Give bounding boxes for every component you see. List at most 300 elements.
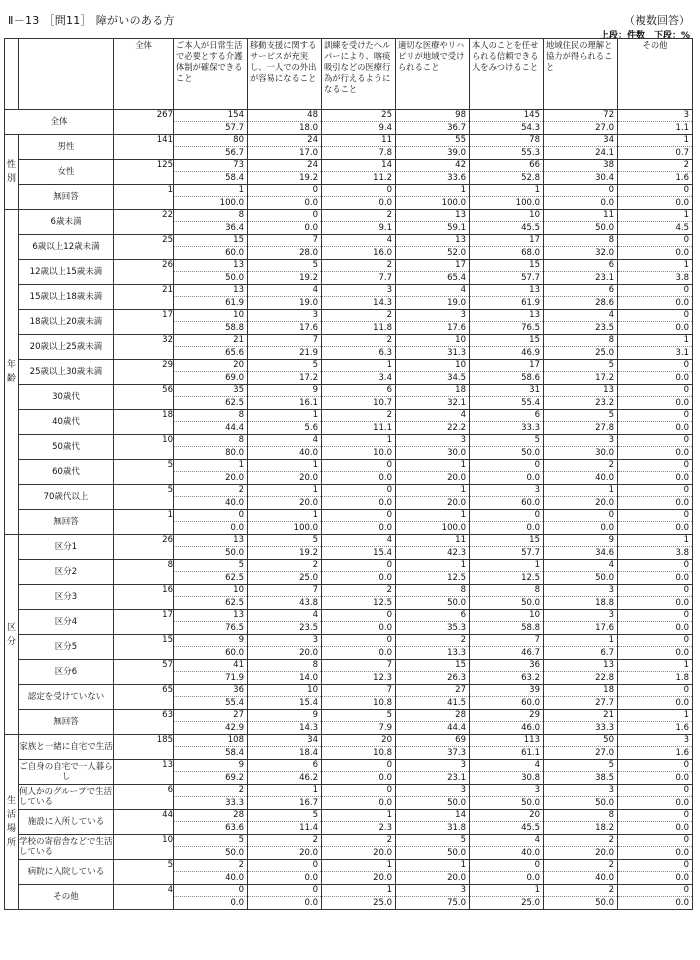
data-cell [470, 660, 544, 685]
percent-value: 37.3 [447, 748, 466, 758]
column-header: 地域住民の理解と協力が得られること [544, 39, 618, 110]
percent-value: 58.8 [521, 623, 540, 633]
total-count: 185 [114, 735, 174, 760]
table-row [5, 760, 693, 785]
count-value: 3 [544, 785, 617, 797]
data-cell [544, 535, 618, 560]
percent-value: 19.2 [299, 548, 318, 558]
percent-value: 0.0 [600, 523, 614, 533]
data-cell [544, 710, 618, 735]
data-cell [470, 135, 544, 160]
percent-value: 6.3 [378, 348, 392, 358]
table-row [5, 735, 693, 760]
count-value: 7 [470, 635, 543, 647]
data-cell [544, 310, 618, 335]
table-row [5, 335, 693, 360]
percent-value: 1.6 [675, 748, 689, 758]
data-cell [248, 510, 322, 535]
table-row [5, 235, 693, 260]
percent-value: 52.0 [447, 248, 466, 258]
data-cell [396, 710, 470, 735]
data-cell [470, 435, 544, 460]
percent-value: 20.0 [447, 473, 466, 483]
count-value: 3 [396, 785, 469, 797]
data-cell [618, 510, 693, 535]
count-value: 2 [248, 560, 321, 572]
percent-value: 12.3 [373, 673, 392, 683]
count-value: 1 [544, 485, 617, 497]
percent-value: 36.7 [447, 123, 466, 133]
data-cell [618, 160, 693, 185]
percent-value: 17.2 [299, 373, 318, 383]
row-label: 病院に入院している [19, 860, 114, 885]
data-cell [618, 660, 693, 685]
row-label: 12歳以上15歳未満 [19, 260, 114, 285]
total-count: 16 [114, 585, 174, 610]
percent-value: 0.0 [675, 298, 689, 308]
percent-value: 15.4 [299, 698, 318, 708]
data-cell [248, 710, 322, 735]
table-row [5, 435, 693, 460]
percent-value: 50.0 [447, 848, 466, 858]
data-cell [618, 535, 693, 560]
data-cell [174, 285, 248, 310]
data-cell [618, 785, 693, 810]
data-cell [322, 560, 396, 585]
data-cell [544, 510, 618, 535]
percent-value: 40.0 [595, 473, 614, 483]
percent-value: 1.8 [675, 673, 689, 683]
data-cell [248, 360, 322, 385]
count-value: 0 [174, 510, 247, 522]
data-cell [396, 210, 470, 235]
table-row [5, 535, 693, 560]
count-value: 3 [248, 310, 321, 322]
count-value: 0 [618, 235, 692, 247]
count-value: 3 [618, 735, 692, 747]
count-value: 2 [174, 785, 247, 797]
count-value: 2 [544, 460, 617, 472]
data-cell [248, 385, 322, 410]
table-row [5, 110, 693, 135]
percent-value: 5.6 [304, 423, 318, 433]
data-cell [322, 260, 396, 285]
percent-value: 30.0 [447, 448, 466, 458]
count-value: 20 [470, 810, 543, 822]
data-cell [174, 310, 248, 335]
count-value: 8 [396, 585, 469, 597]
data-cell [544, 185, 618, 210]
data-cell [618, 585, 693, 610]
percent-value: 56.7 [225, 148, 244, 158]
data-cell [248, 310, 322, 335]
total-count: 63 [114, 710, 174, 735]
percent-value: 0.0 [230, 523, 244, 533]
data-cell [174, 535, 248, 560]
data-cell [470, 310, 544, 335]
data-cell [396, 235, 470, 260]
count-value: 13 [174, 535, 247, 547]
data-cell [396, 610, 470, 635]
total-count: 13 [114, 760, 174, 785]
percent-value: 50.0 [225, 548, 244, 558]
column-header: 本人のことを任せられる信頼できる人をみつけること [470, 39, 544, 110]
data-cell [618, 710, 693, 735]
percent-value: 0.0 [675, 248, 689, 258]
percent-value: 0.0 [675, 498, 689, 508]
count-value: 15 [470, 260, 543, 272]
count-value: 21 [544, 710, 617, 722]
percent-value: 40.0 [225, 498, 244, 508]
percent-value: 63.2 [521, 673, 540, 683]
percent-value: 80.0 [225, 448, 244, 458]
data-cell [396, 335, 470, 360]
count-value: 9 [248, 710, 321, 722]
count-value: 29 [470, 710, 543, 722]
percent-value: 50.0 [225, 273, 244, 283]
count-value: 5 [174, 560, 247, 572]
percent-value: 1.6 [675, 173, 689, 183]
table-row [5, 810, 693, 835]
count-value: 20 [322, 735, 395, 747]
count-value: 13 [470, 310, 543, 322]
table-row [5, 135, 693, 160]
data-cell [248, 235, 322, 260]
count-value: 9 [174, 760, 247, 772]
table-row [5, 885, 693, 910]
data-cell [618, 185, 693, 210]
data-cell [396, 660, 470, 685]
percent-value: 20.0 [299, 498, 318, 508]
percent-value: 27.8 [595, 423, 614, 433]
percent-value: 60.0 [521, 498, 540, 508]
count-value: 4 [396, 285, 469, 297]
data-cell [470, 785, 544, 810]
data-cell [470, 885, 544, 910]
percent-value: 20.0 [299, 648, 318, 658]
data-cell [396, 635, 470, 660]
group-label: 年齢 [5, 210, 19, 535]
column-header: 適切な医療やリハビリが地域で受けられること [396, 39, 470, 110]
count-value: 0 [618, 685, 692, 697]
data-cell [396, 360, 470, 385]
count-value: 1 [544, 635, 617, 647]
count-value: 34 [544, 135, 617, 147]
data-cell [470, 610, 544, 635]
data-cell [396, 560, 470, 585]
data-cell [322, 810, 396, 835]
data-cell [544, 285, 618, 310]
data-cell [544, 885, 618, 910]
page-title: Ⅱ－13 ［問11］ 障がいのある方 [8, 14, 175, 27]
percent-value: 62.5 [225, 598, 244, 608]
data-cell [396, 860, 470, 885]
count-value: 0 [618, 485, 692, 497]
total-count: 21 [114, 285, 174, 310]
row-label: 6歳以上12歳未満 [19, 235, 114, 260]
count-value: 3 [396, 885, 469, 897]
count-value: 0 [248, 860, 321, 872]
table-row [5, 460, 693, 485]
percent-value: 16.0 [373, 248, 392, 258]
data-cell [470, 410, 544, 435]
percent-value: 50.0 [447, 598, 466, 608]
percent-value: 1.6 [675, 723, 689, 733]
percent-value: 65.4 [447, 273, 466, 283]
percent-value: 55.4 [225, 698, 244, 708]
percent-value: 0.0 [378, 498, 392, 508]
count-value: 1 [618, 710, 692, 722]
percent-value: 0.0 [675, 873, 689, 883]
total-count: 8 [114, 560, 174, 585]
data-cell [248, 210, 322, 235]
group-label: 区分 [5, 535, 19, 735]
data-cell [470, 635, 544, 660]
percent-value: 19.2 [299, 273, 318, 283]
data-cell [174, 110, 248, 135]
percent-value: 0.0 [378, 648, 392, 658]
percent-value: 27.0 [595, 748, 614, 758]
data-cell [396, 385, 470, 410]
data-cell [322, 210, 396, 235]
total-count: 22 [114, 210, 174, 235]
row-label: 区分4 [19, 610, 114, 635]
count-value: 0 [618, 610, 692, 622]
data-cell [322, 860, 396, 885]
count-value: 5 [544, 360, 617, 372]
data-cell [618, 560, 693, 585]
percent-value: 100.0 [293, 523, 318, 533]
data-cell [470, 735, 544, 760]
row-label: 認定を受けていない [19, 685, 114, 710]
data-cell [470, 335, 544, 360]
data-cell [248, 560, 322, 585]
percent-value: 12.5 [447, 573, 466, 583]
percent-value: 10.7 [373, 398, 392, 408]
table-row [5, 510, 693, 535]
percent-value: 58.6 [521, 373, 540, 383]
data-cell [174, 510, 248, 535]
count-value: 0 [322, 610, 395, 622]
data-cell [322, 135, 396, 160]
count-value: 13 [174, 285, 247, 297]
count-value: 10 [174, 585, 247, 597]
total-count: 65 [114, 685, 174, 710]
percent-value: 22.2 [447, 423, 466, 433]
data-cell [322, 460, 396, 485]
total-count: 1 [114, 185, 174, 210]
count-value: 36 [470, 660, 543, 672]
data-cell [618, 285, 693, 310]
percent-value: 36.4 [225, 223, 244, 233]
count-value: 0 [618, 385, 692, 397]
count-value: 3 [396, 435, 469, 447]
data-cell [618, 210, 693, 235]
data-cell [174, 710, 248, 735]
data-cell [396, 885, 470, 910]
count-value: 25 [322, 110, 395, 122]
percent-value: 38.5 [595, 773, 614, 783]
percent-value: 17.6 [299, 323, 318, 333]
percent-value: 50.0 [595, 898, 614, 908]
percent-value: 17.6 [595, 623, 614, 633]
count-value: 13 [174, 610, 247, 622]
count-value: 6 [322, 385, 395, 397]
percent-value: 14.3 [373, 298, 392, 308]
data-cell [544, 660, 618, 685]
count-value: 1 [618, 660, 692, 672]
count-value: 28 [174, 810, 247, 822]
percent-value: 7.7 [378, 273, 392, 283]
count-value: 7 [322, 660, 395, 672]
row-label: 25歳以上30歳未満 [19, 360, 114, 385]
table-row [5, 610, 693, 635]
data-cell [248, 410, 322, 435]
data-cell [174, 785, 248, 810]
count-value: 0 [248, 885, 321, 897]
count-value: 2 [322, 310, 395, 322]
data-cell [470, 860, 544, 885]
count-value: 18 [544, 685, 617, 697]
data-cell [174, 560, 248, 585]
percent-value: 44.4 [225, 423, 244, 433]
percent-value: 20.0 [595, 498, 614, 508]
count-value: 18 [396, 385, 469, 397]
total-count: 5 [114, 460, 174, 485]
count-value: 5 [248, 535, 321, 547]
data-cell [618, 635, 693, 660]
data-cell [174, 735, 248, 760]
percent-value: 15.4 [373, 548, 392, 558]
percent-value: 0.0 [600, 198, 614, 208]
count-value: 3 [470, 485, 543, 497]
count-value: 8 [174, 435, 247, 447]
data-cell [396, 135, 470, 160]
data-cell [470, 210, 544, 235]
data-cell [470, 585, 544, 610]
data-cell [544, 685, 618, 710]
data-cell [174, 460, 248, 485]
row-label: 施設に入所している [19, 810, 114, 835]
count-value: 36 [174, 685, 247, 697]
data-cell [174, 185, 248, 210]
count-value: 1 [618, 335, 692, 347]
data-cell [470, 160, 544, 185]
data-cell [470, 485, 544, 510]
percent-value: 100.0 [515, 198, 540, 208]
data-cell [322, 535, 396, 560]
percent-value: 3.4 [378, 373, 392, 383]
percent-value: 18.2 [595, 823, 614, 833]
percent-value: 3.1 [675, 348, 689, 358]
percent-value: 54.3 [521, 123, 540, 133]
table-body [5, 110, 693, 910]
percent-value: 23.1 [595, 273, 614, 283]
data-cell [544, 160, 618, 185]
total-count: 141 [114, 135, 174, 160]
percent-value: 69.0 [225, 373, 244, 383]
count-value: 80 [174, 135, 247, 147]
percent-value: 26.3 [447, 673, 466, 683]
table-row [5, 410, 693, 435]
data-cell [544, 135, 618, 160]
data-cell [544, 385, 618, 410]
count-value: 13 [544, 385, 617, 397]
data-cell [248, 285, 322, 310]
data-cell [396, 510, 470, 535]
count-value: 0 [618, 285, 692, 297]
data-cell [396, 760, 470, 785]
data-cell [470, 835, 544, 860]
count-value: 4 [544, 560, 617, 572]
percent-value: 9.4 [378, 123, 392, 133]
percent-value: 60.0 [225, 648, 244, 658]
count-value: 5 [544, 410, 617, 422]
unit-note: 上段：件数 下段：% [599, 31, 690, 41]
count-value: 0 [618, 760, 692, 772]
count-value: 34 [248, 735, 321, 747]
percent-value: 0.0 [378, 523, 392, 533]
percent-value: 43.8 [299, 598, 318, 608]
count-value: 113 [470, 735, 543, 747]
count-value: 7 [248, 235, 321, 247]
percent-value: 16.1 [299, 398, 318, 408]
percent-value: 3.8 [675, 273, 689, 283]
data-cell [248, 260, 322, 285]
percent-value: 23.5 [595, 323, 614, 333]
percent-value: 17.0 [299, 148, 318, 158]
total-count: 57 [114, 660, 174, 685]
data-cell [322, 685, 396, 710]
count-value: 0 [322, 760, 395, 772]
data-cell [544, 810, 618, 835]
percent-value: 9.1 [378, 223, 392, 233]
count-value: 2 [544, 835, 617, 847]
count-value: 15 [470, 335, 543, 347]
percent-value: 17.6 [447, 323, 466, 333]
row-label: その他 [19, 885, 114, 910]
data-cell [618, 685, 693, 710]
row-label: 区分6 [19, 660, 114, 685]
count-value: 13 [174, 260, 247, 272]
percent-value: 0.0 [304, 898, 318, 908]
count-value: 108 [174, 735, 247, 747]
count-value: 1 [470, 560, 543, 572]
percent-value: 40.0 [299, 448, 318, 458]
row-label: 男性 [19, 135, 114, 160]
percent-value: 0.0 [675, 373, 689, 383]
count-value: 4 [396, 410, 469, 422]
count-value: 4 [544, 310, 617, 322]
count-value: 5 [470, 435, 543, 447]
data-cell [396, 260, 470, 285]
data-cell [618, 360, 693, 385]
table-row [5, 185, 693, 210]
data-cell [322, 835, 396, 860]
count-value: 9 [174, 635, 247, 647]
count-value: 8 [174, 210, 247, 222]
total-count: 125 [114, 160, 174, 185]
percent-value: 0.0 [675, 523, 689, 533]
data-cell [174, 210, 248, 235]
count-value: 0 [618, 360, 692, 372]
row-label: ご自身の自宅で一人暮らし [19, 760, 114, 785]
data-cell [544, 435, 618, 460]
percent-value: 0.0 [675, 573, 689, 583]
data-cell [544, 335, 618, 360]
data-cell [396, 685, 470, 710]
count-value: 3 [618, 110, 692, 122]
